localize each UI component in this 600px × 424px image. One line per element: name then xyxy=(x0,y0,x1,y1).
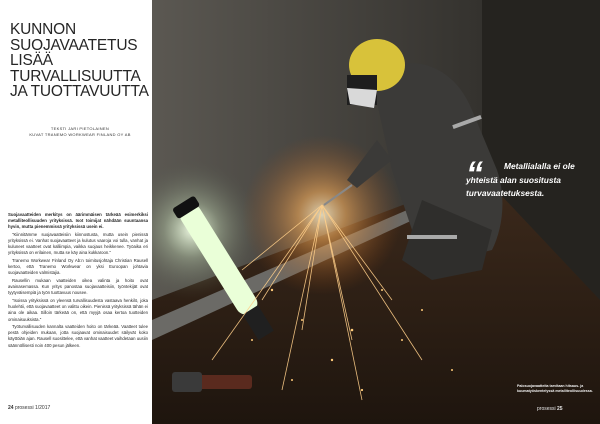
article-headline xyxy=(10,22,150,100)
welding-scene-illustration xyxy=(152,0,600,424)
left-page xyxy=(0,0,152,424)
body-paragraph: Tranemo Workwear Finland Oy Ab:n toimitusjohtaja Christian Rausell kertoo, että Tranemo Workwear on yksi Euroopan johtavia suojavaatteiden valmistajia. xyxy=(8,258,148,276)
body-paragraph: Rausellin mukaan vaatteiden oikea valinta ja hoito ovat avainasemassa. Kun yritys panostaa suojavaatteisiin, työntekijät ovat tyytyväisempiä ja työn tuottavuus nousee. xyxy=(8,278,148,296)
article-credits xyxy=(10,126,150,138)
body-paragraph: Työturvallisuuden kannalta vaatteiden hoito on tärkeää. Vaatteet tulee pestä ohjeiden mukaan, jotta suojaavat ominaisuudet säilyvät koko käyttöiän ajan. Rausell suosittelee, että vanhat vaatteet vaihdetaan uusiin säännöllisesti noin 400 pesun jälkeen. xyxy=(8,324,148,348)
magazine-name: prosessi xyxy=(537,406,556,412)
page-footer-right xyxy=(537,406,563,412)
quote-mark-icon: “ xyxy=(466,155,483,193)
photo-credit: KUVAT TRANEMO WORKWEAR FINLAND OY AB xyxy=(29,132,131,137)
page-number: 24 xyxy=(8,405,14,411)
article-body xyxy=(8,212,148,402)
headline-line: LISÄÄ xyxy=(10,52,53,69)
author-credit: TEKSTI JARI PIETOLAINEN xyxy=(50,126,110,131)
body-paragraph: "Isoissa yrityksissä on yleensä turvallisuudesta vastaava henkilö, joka huolehtii, että suojavaatteet on valittu oikein. Pienissä yrityksissä tähän ei aina ole aikaa. Silloin tärkeää on, että myyjä osaa kertoa tuotteiden ominaisuuksista." xyxy=(8,298,148,322)
issue-number: 1/2017 xyxy=(34,405,51,411)
welding-photo xyxy=(152,0,600,424)
page-number: 25 xyxy=(557,406,563,412)
headline-line: TURVALLISUUTTA xyxy=(10,67,141,85)
body-paragraph: "Kiinnitämme suojavaatteisiin kiinnostusta, mutta usein pienissä yrityksissä ei. Vanhat suojavaatteet ja kulutus vaaroja voi tulla, vanhat ja kuluneet vaatteet ovat kalliimpia, vaikka suojaus heikkenee. Työaika eri yrityksissä on erilainen, mutta se käy aina kukkaroon." xyxy=(8,231,148,256)
headline-line: JA TUOTTAVUUTTA xyxy=(10,83,149,100)
headline-line: KUNNON xyxy=(10,21,76,38)
pull-quote-text: Metallialalla ei ole yhteistä alan suositusta turvavaatetuksesta. xyxy=(466,161,575,198)
headline-line: SUOJAVAATETUS xyxy=(10,36,138,54)
photo-caption: Palosuojavaatteita tarvitaan hitsaus- ja kuumatyöskentelyssä metalliteollisuudessa. xyxy=(517,384,593,393)
page-footer-left xyxy=(8,405,50,411)
body-paragraph: Suojavaatteiden merkitys on äärimmäisen tärkeää esimerkiksi metalliteollisuuden yrityksissä. Isot toimijat nähdään suuntaansa hyvin, mutta pienemmissä yrityksissä usein ei. xyxy=(8,212,148,230)
magazine-name: prosessi xyxy=(14,405,34,411)
